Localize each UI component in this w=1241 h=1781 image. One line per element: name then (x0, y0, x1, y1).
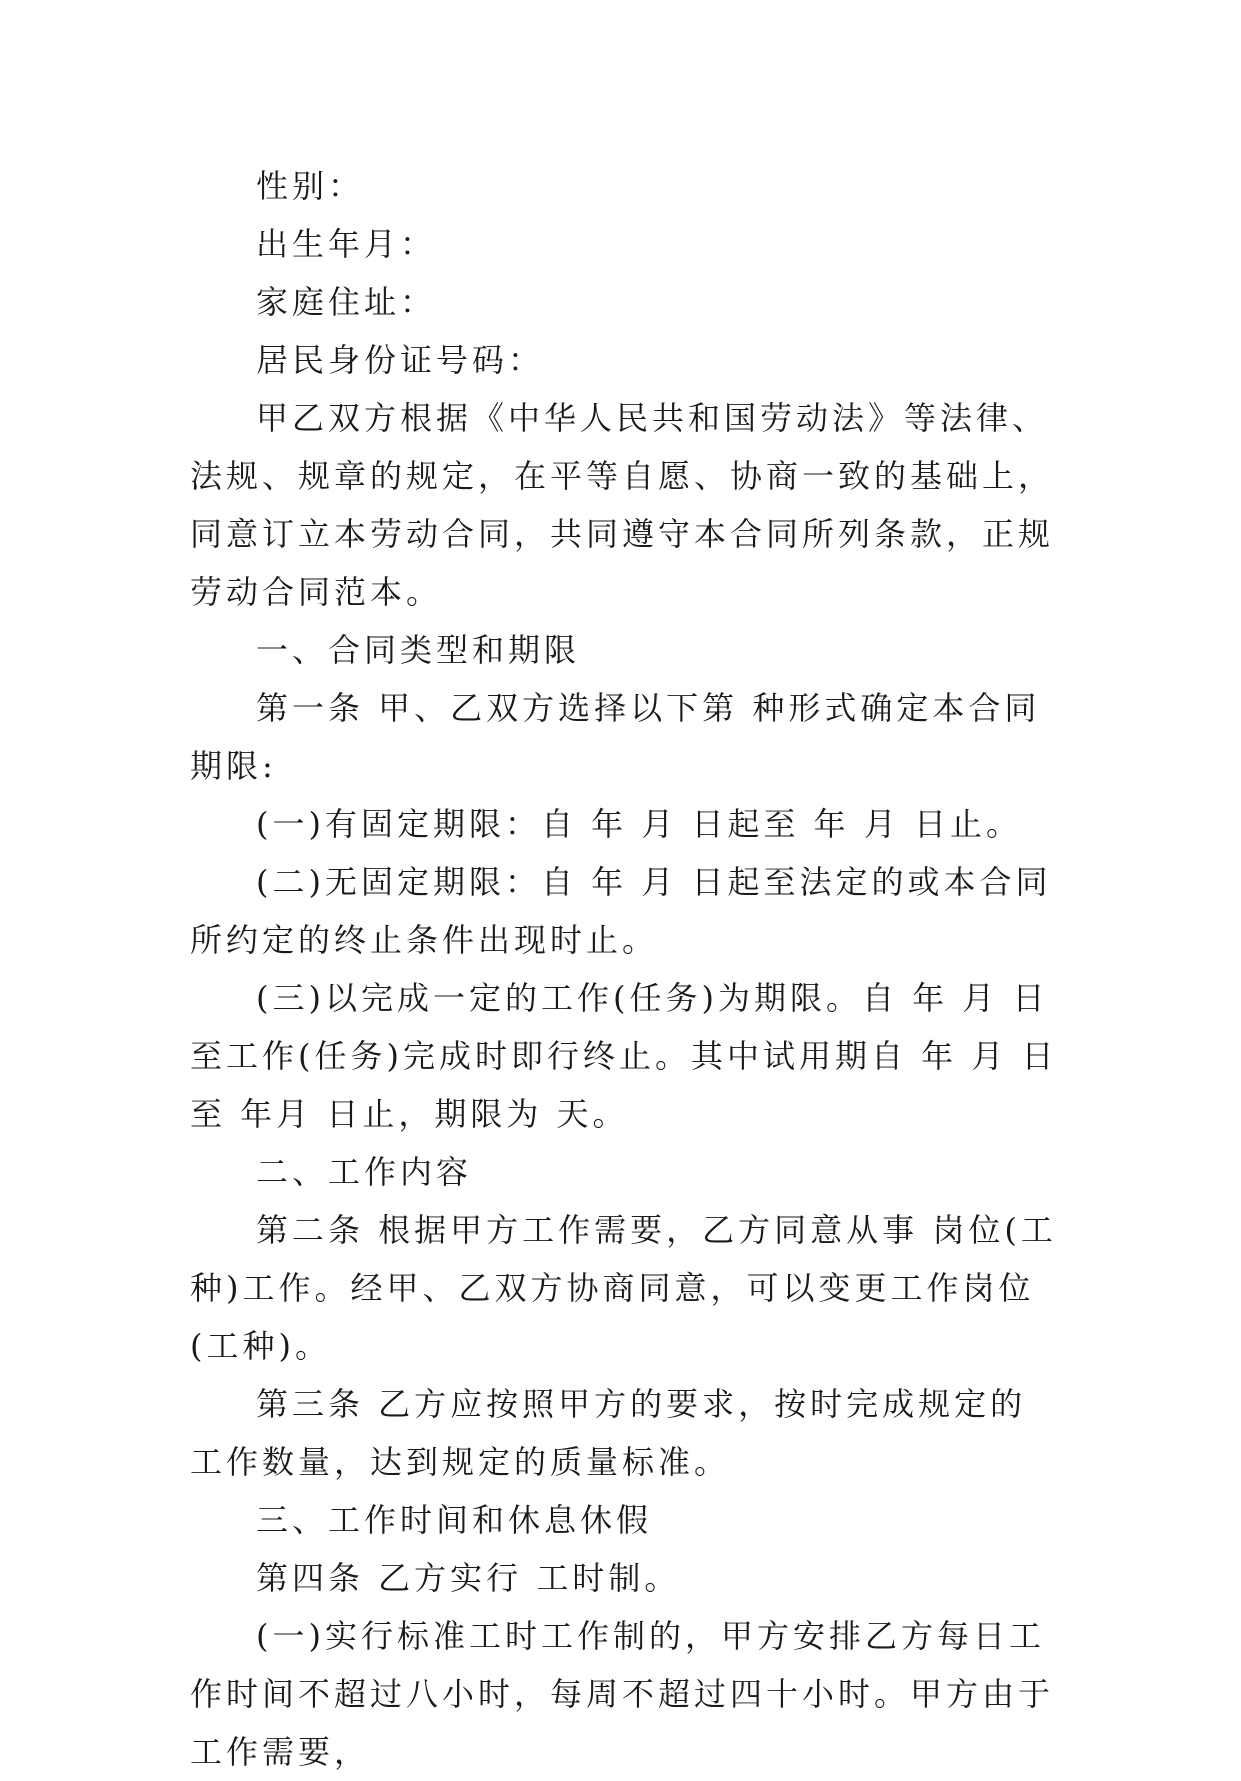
article-1-item-3: (三)以完成一定的工作(任务)为期限。自 年 月 日至工作(任务)完成时即行终止。其中试用期自 年 月 日至 年月 日止，期限为 天。 (190, 979, 1058, 1133)
article-4-item-1: (一)实行标准工时工作制的，甲方安排乙方每日工作时间不超过八小时，每周不超过四十小时。甲方由于工作需要， (190, 1617, 1055, 1771)
preamble-paragraph: 甲乙双方根据《中华人民共和国劳动法》等法律、法规、规章的规定，在平等自愿、协商一致的基础上，同意订立本劳动合同，共同遵守本合同所列条款，正规劳动合同范本。 (190, 399, 1055, 611)
article-1-item-1: (一)有固定期限：自 年 月 日起至 年 月 日止。 (256, 805, 1023, 843)
article-2: 第二条 根据甲方工作需要，乙方同意从事 岗位(工种)工作。经甲、乙双方协商同意，可以变更工作岗位(工种)。 (190, 1211, 1057, 1365)
field-gender: 性别： (256, 167, 365, 205)
article-3: 第三条 乙方应按照甲方的要求，按时完成规定的工作数量，达到规定的质量标准。 (190, 1385, 1027, 1481)
field-id-number: 居民身份证号码： (256, 341, 545, 379)
document-body (190, 157, 1060, 1781)
field-home-address: 家庭住址： (256, 283, 437, 321)
field-birth-date: 出生年月： (256, 225, 437, 263)
section-heading-contract-type: 一、合同类型和期限 (256, 631, 581, 669)
section-heading-work-content: 二、工作内容 (256, 1153, 473, 1191)
article-1: 第一条 甲、乙双方选择以下第 种形式确定本合同期限: (190, 689, 1041, 785)
article-4: 第四条 乙方实行 工时制。 (256, 1559, 681, 1597)
section-heading-work-hours: 三、工作时间和休息休假 (256, 1501, 653, 1539)
article-1-item-2: (二)无固定期限：自 年 月 日起至法定的或本合同所约定的终止条件出现时止。 (190, 863, 1052, 959)
